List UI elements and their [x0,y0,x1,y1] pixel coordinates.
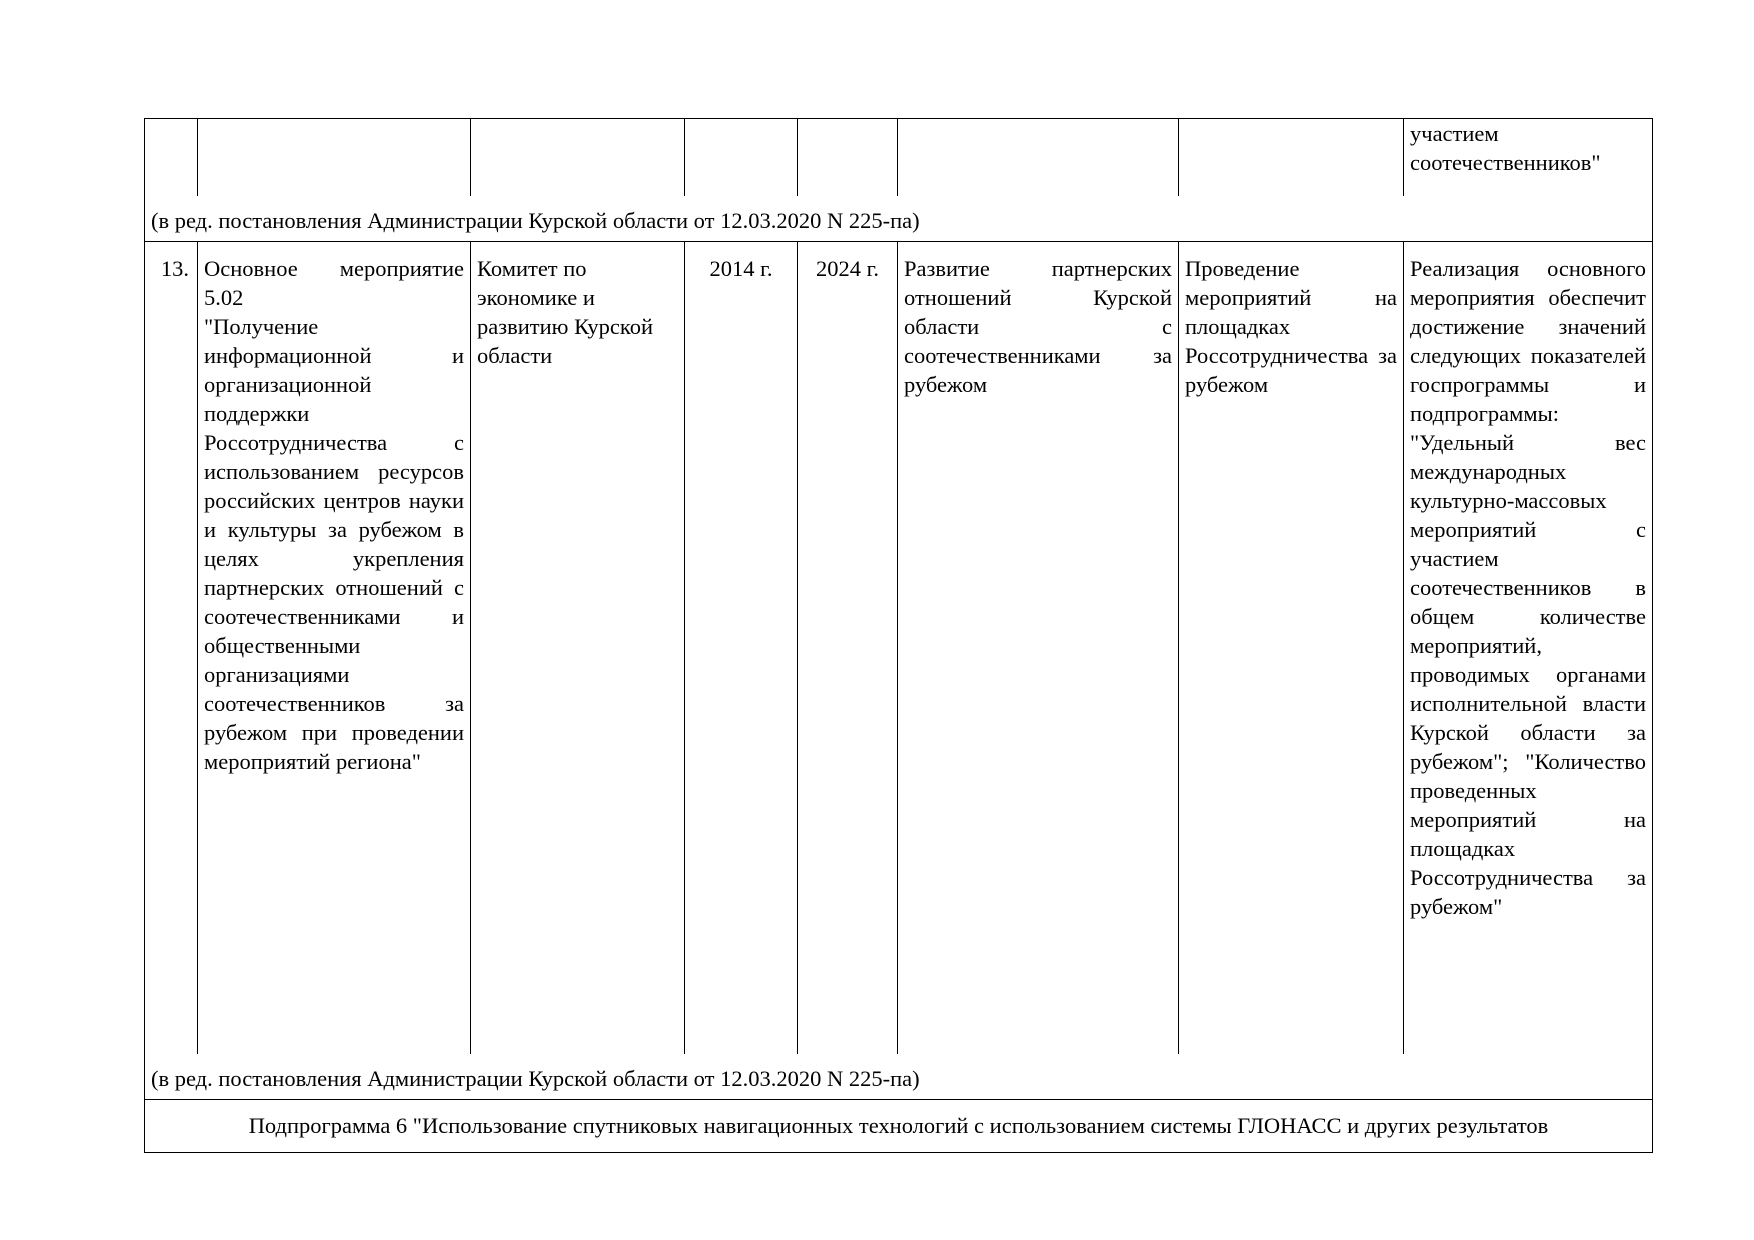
measure-title-rest: "Получение информационной и организационной поддержки Россотрудничества с использованием ресурсов российских центров науки и культуры за рубежом в целях укрепления партнерских отношений с соотечественниками и общественными организациями соотечественников за рубежом при проведении мероприятий региона" [204,314,464,774]
cell-end [798,119,898,197]
link-to-indicators: Реализация основного мероприятия обеспечит достижение значений следующих показателей госпрограммы и подпрограммы: "Удельный вес международных культурно-массовых мероприятий с участием соотечественников в общем количестве мероприятий, проводимых органами исполнительной власти Курской области за рубежом"; "Количество проведенных мероприятий на площадках Россотрудничества за рубежом" [1404,242,1653,1055]
cell-responsible [471,119,685,197]
amendment-note: (в ред. постановления Администрации Курской области от 12.03.2020 N 225-па) [145,196,1653,242]
row-number: 13. [145,242,198,1055]
subprogram-row [145,1100,1653,1153]
measure-title-line1: Основное мероприятие 5.02 [204,256,464,310]
amendment-row-1 [145,196,1653,242]
subprogram-heading: Подпрограмма 6 "Использование спутниковых навигационных технологий с использованием системы ГЛОНАСС и других результатов [145,1100,1653,1153]
cell-title [198,119,471,197]
measures-table [144,118,1653,1153]
responsible-executor: Комитет по экономике и развитию Курской области [471,242,685,1055]
cell-indicators-continued: участием соотечественников" [1404,119,1653,197]
start-year: 2014 г. [685,242,798,1055]
table-row-continuation [145,119,1653,197]
expected-result: Развитие партнерских отношений Курской области с соотечественниками за рубежом [898,242,1179,1055]
amendment-note: (в ред. постановления Администрации Курской области от 12.03.2020 N 225-па) [145,1054,1653,1100]
cell-directions [1179,119,1404,197]
main-directions: Проведение мероприятий на площадках Россотрудничества за рубежом [1179,242,1404,1055]
amendment-row-2 [145,1054,1653,1100]
table-row-13 [145,242,1653,1055]
end-year: 2024 г. [798,242,898,1055]
cell-number [145,119,198,197]
measure-title [198,242,471,1055]
cell-start [685,119,798,197]
cell-result [898,119,1179,197]
